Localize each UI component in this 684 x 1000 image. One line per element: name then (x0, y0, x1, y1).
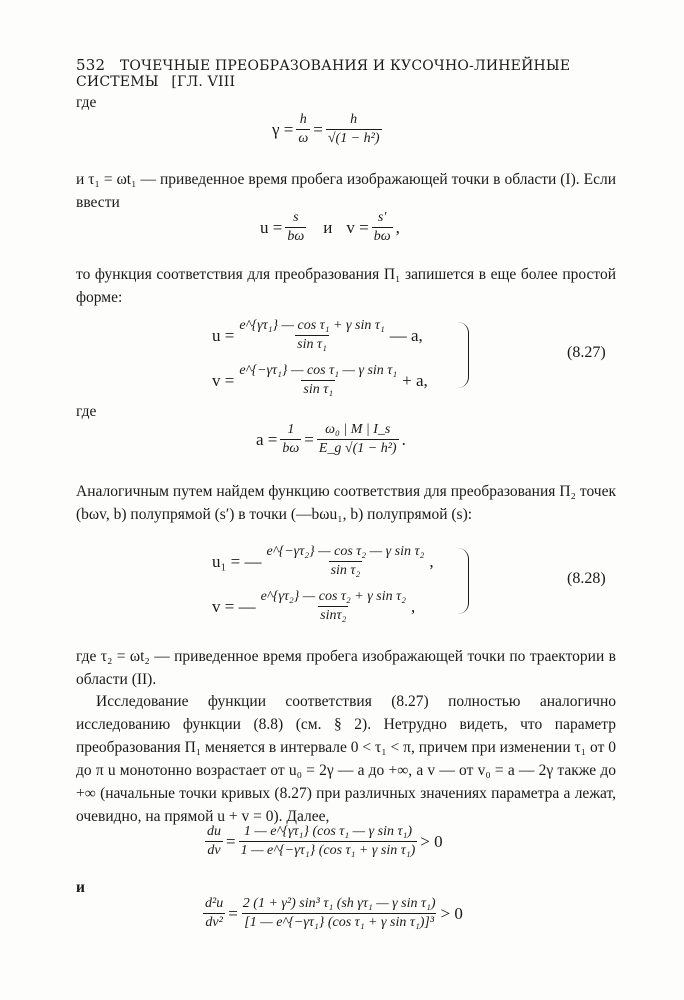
dudv-rhs-num: 1 — e^{γτ₁} (cos τ₁ — γ sin τ₁) (243, 824, 413, 839)
u-den: bω (287, 229, 305, 244)
u-lhs: u = (260, 217, 283, 237)
equation-label-8-27: (8.27) (567, 344, 606, 361)
e827-v-num: e^{−γτ₁} — cos τ₁ — γ sin τ₁ (239, 363, 398, 378)
a-fraction-2 (317, 422, 399, 457)
a-f2-num: ω₀ | M | I_s (325, 422, 391, 437)
a-fraction-1 (280, 422, 301, 457)
v-num: s′ (377, 210, 387, 225)
e827-v-lhs: v = (212, 370, 235, 390)
equation-du-dv (202, 824, 443, 859)
v-den: bω (373, 229, 391, 244)
paragraph-tau1-definition: и τ₁ = ωt₁ — приведенное время пробега изображающей точки в области (I). Если ввести (76, 171, 616, 211)
gamma-fraction-2 (326, 112, 382, 147)
d2u-lhs-fraction (203, 896, 225, 931)
u-fraction (285, 210, 306, 245)
equation-system-8-27 (212, 318, 472, 398)
e827-u-num: e^{γτ₁} — cos τ₁ + γ sin τ₁ (239, 318, 385, 333)
a-eq-sign: = (304, 429, 314, 449)
e828-v-lhs: v = — (212, 596, 256, 616)
gamma-eq-sign: = (313, 119, 323, 139)
a-lhs: a = (256, 429, 278, 449)
e828-u-tail: , (429, 551, 434, 571)
e827-v-tail: + a, (402, 370, 428, 390)
paragraph-correspondence: то функция соответствия для преобразования Π₁ запишется в еще более простой форме: (76, 266, 616, 306)
equation-label-8-28: (8.28) (567, 570, 606, 587)
equation-a-definition (256, 422, 406, 457)
and-label: и (76, 879, 85, 896)
equation-d2u-dv2 (200, 896, 463, 931)
e828-v-fraction (259, 589, 408, 624)
equation-gamma (272, 112, 385, 147)
d2u-lhs-den: dv² (205, 915, 223, 930)
gamma-lhs: γ = (272, 119, 294, 139)
d2u-lhs-num: d²u (205, 896, 224, 911)
dudv-lhs-fraction (205, 824, 223, 859)
dudv-rhs-den: 1 — e^{−γτ₁} (cos τ₁ + γ sin τ₁) (240, 843, 416, 858)
equation-uv-definition (260, 210, 400, 245)
dudv-rhs-fraction (239, 824, 418, 859)
d2u-tail: > 0 (440, 903, 463, 923)
dudv-lhs-num: du (207, 824, 221, 839)
d2u-rhs-den: [1 — e^{−γτ₁} (cos τ₁ + γ sin τ₁)]³ (244, 915, 435, 930)
a-f1-num: 1 (287, 422, 295, 437)
a-f1-den: bω (282, 441, 300, 456)
u-num: s (293, 210, 299, 225)
where-label-1: где (76, 94, 97, 111)
e828-v-den: sinτ₂ (320, 608, 347, 623)
dudv-eq-sign: = (226, 831, 236, 851)
e828-v-tail: , (410, 596, 416, 616)
paragraph-investigation: Исследование функции соответствия (8.27) полностью аналогично исследованию функции (8.8) (см. § 2). Нетрудно видеть, что параметр преобразования Π₁ меняется в интервале 0 < τ₁ < π, причем при изменении τ₁ от 0 до π u монотонно возрастает от u₀ = 2γ — a до +∞, а v — от v₀ = a — 2γ также до +∞ (начальные точки кривых (8.27) при различных значениях параметра a лежат, очевидно, на прямой u + v = 0). Далее, (76, 693, 616, 825)
d2u-eq-sign: = (228, 903, 238, 923)
gamma-fraction-1 (296, 112, 310, 147)
right-brace-8-27 (458, 322, 469, 388)
e828-u-den: sin τ₂ (330, 563, 361, 578)
chapter-label: [ГЛ. VIII (171, 74, 236, 90)
e827-u-fraction (237, 318, 386, 353)
e828-v-num: e^{γτ₂} — cos τ₂ + γ sin τ₂ (260, 589, 406, 604)
where-label-2: где (76, 403, 97, 420)
e827-u-tail: — a, (389, 325, 423, 345)
gamma-f1-den: ω (298, 131, 309, 146)
paragraph-analogous: Аналогичным путем найдем функцию соответствия для преобразования Π₂ точек (bωv, b) полупрямой (s′) в точки (—bωu₁, b) полупрямой (s): (76, 483, 616, 523)
e828-u-fraction (265, 544, 427, 579)
e827-u-lhs: u = (212, 325, 235, 345)
right-brace-8-28 (458, 548, 469, 614)
gamma-f2-den: √(1 − h²) (327, 131, 380, 146)
e828-u-lhs: u₁ = — (212, 551, 262, 571)
a-f2-den: E_g √(1 − h²) (318, 441, 397, 456)
e827-v-den: sin τ₁ (303, 382, 334, 397)
equation-system-8-28 (212, 544, 472, 624)
uv-tail: , (395, 217, 400, 237)
dudv-tail: > 0 (420, 831, 443, 851)
e827-u-den: sin τ₁ (297, 337, 327, 352)
running-header (76, 56, 621, 90)
e827-v-fraction (237, 363, 399, 398)
d2u-rhs-num: 2 (1 + γ²) sin³ τ₁ (sh γτ₁ — γ sin τ₁) (242, 896, 436, 911)
dudv-lhs-den: dv (207, 843, 221, 858)
page-number: 532 (76, 56, 106, 74)
gamma-f1-num: h (299, 112, 307, 127)
running-title: ТОЧЕЧНЫЕ ПРЕОБРАЗОВАНИЯ И КУСОЧНО-ЛИНЕЙНЫЕ СИСТЕМЫ (76, 58, 571, 90)
v-lhs: v = (346, 217, 369, 237)
gamma-f2-num: h (350, 112, 358, 127)
a-tail: . (401, 429, 406, 449)
paragraph-tau2-definition: где τ₂ = ωt₂ — приведенное время пробега изображающей точки по траектории в области (II). (76, 648, 616, 688)
v-fraction (372, 210, 393, 245)
e828-u-num: e^{−γτ₂} — cos τ₂ — γ sin τ₂ (266, 544, 425, 559)
d2u-rhs-fraction (241, 896, 438, 931)
and-word: и (323, 217, 333, 237)
